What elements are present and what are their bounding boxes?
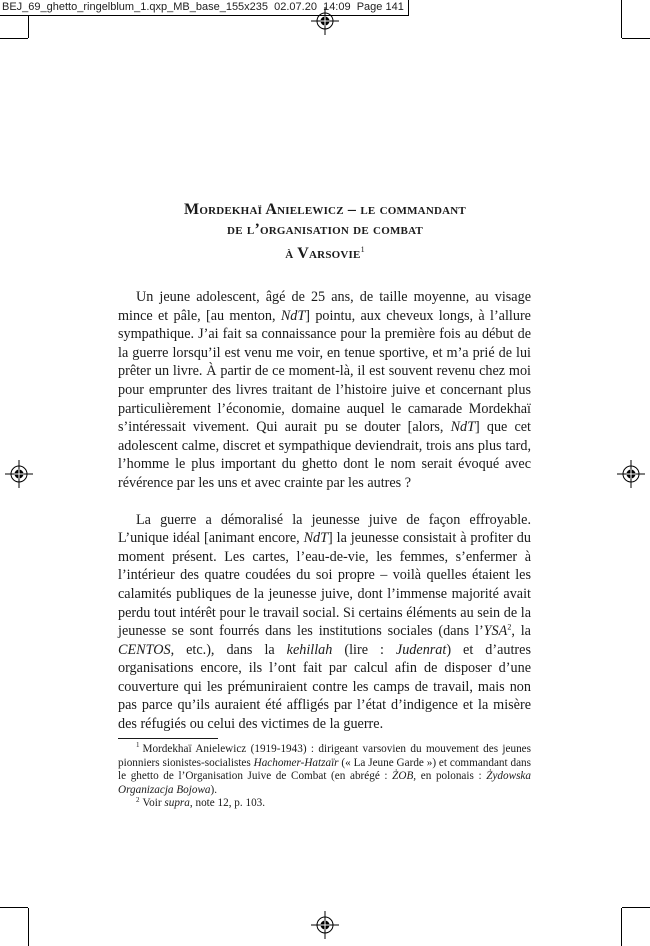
footnote-ref-2: 2 <box>507 622 512 632</box>
chapter-title-line-3 <box>110 240 540 264</box>
fn2-text-a: Voir <box>142 797 165 810</box>
registration-mark-bottom-icon <box>311 911 339 939</box>
p2-text-i: (lire : <box>332 641 396 658</box>
footnote-ref-1: 1 <box>360 245 365 254</box>
p1-ndt-2: NdT <box>450 419 476 436</box>
p1-text-e: ] que cet adolescent calme, discret et sympathique deviendrait, trois ans plus tard, l’homme le plus important du ghetto dont le nom serait évoqué avec révérence par les uns et avec crainte par les autres ? <box>118 419 531 491</box>
p2-text-k: ) et d’autres organisations encore, ils l’ont fait par calcul afin de disposer d’une couverture qui les prémuniraient contre les camps de travail, mais non pas parce qu’ils auraient été affligés par l’état d’indigence et la misère des réfugiés ou celui des victimes de la guerre. <box>118 641 531 733</box>
crop-mark-bottom-left <box>0 907 28 908</box>
fn2-text-c: , note 12, p. 103. <box>189 797 266 810</box>
p1-text-c: ] pointu, aux cheveux longs, à l’allure sympathique. J’ai fait sa connaissance pour la première fois au début de la guerre lorsqu’il est venu me voir, en tenue sportive, et m’a prié de lui prêter un livre. À partir de ce moment-là, il est souvent revenu chez moi pour emprunter des livres traitant de l’histoire juive et concernant plus particulièrement l’économie, domaine auquel le camarade Mordekhaï s’intéressait vivement. Qui aurait pu se douter [alors, <box>118 307 531 436</box>
p2-text-a: La guerre a démoralisé la jeunesse juive de façon effroyable. L’unique idéal [animant encore, <box>118 511 531 547</box>
fn2-supra: supra <box>164 797 190 810</box>
print-slug: BEJ_69_ghetto_ringelblum_1.qxp_MB_base_155x235 02.07.20 14:09 Page 141 <box>0 0 409 16</box>
p2-ndt: NdT <box>303 530 329 547</box>
p2-text-e: , la <box>511 623 531 640</box>
crop-mark-bottom-right-vertical <box>621 908 622 946</box>
p2-kehillah: kehillah <box>286 641 333 658</box>
fn1-text-c: (« La Jeune Garde ») et commandant dans le ghetto de l’Organisation Juive de Combat (en abrégé : <box>118 756 531 783</box>
chapter-title-line-1: Mordekhaï Anielewicz – le commandant <box>184 201 466 218</box>
registration-mark-left-icon <box>5 460 33 488</box>
chapter-title <box>110 200 540 264</box>
crop-mark-top-left-vertical <box>28 16 29 38</box>
fn1-hachomer: Hachomer-Hatzaïr <box>253 756 339 769</box>
p2-judenrat: Judenrat <box>395 641 447 658</box>
fn1-text-e: en polonais : <box>416 770 487 783</box>
body-text <box>118 288 531 734</box>
footnote-1-number: 1 <box>136 741 140 750</box>
registration-mark-right-icon <box>617 460 645 488</box>
p2-text-g: , etc.), dans la <box>170 641 287 658</box>
fn1-text-g: ). <box>210 783 218 796</box>
registration-mark-top-icon <box>311 7 339 35</box>
fn1-text-a: Mordekhaï Anielewicz (1919-1943) : dirigeant varsovien du mouvement des jeunes pionniers sionistes-socialistes <box>118 743 531 769</box>
fn1-zob: ŻOB, <box>392 770 417 783</box>
footnote-2 <box>118 797 531 811</box>
chapter-title-line-2: de l’organisation de combat <box>227 221 423 238</box>
p2-ysa: YSA <box>483 623 508 640</box>
crop-mark-bottom-right <box>622 907 650 908</box>
footnote-2-number: 2 <box>136 795 140 804</box>
chapter-title-line-3-text: à Varsovie <box>285 245 361 262</box>
p2-centos: CENTOS <box>118 641 171 658</box>
fn1-zydowska: Żydowska Organizacja Bojowa <box>118 770 531 796</box>
footnote-separator <box>118 738 218 739</box>
footnotes <box>118 743 531 811</box>
crop-mark-top-left <box>0 38 28 39</box>
p1-text-a: Un jeune adolescent, âgé de 25 ans, de taille moyenne, au visage mince et pâle, [au menton, <box>118 289 531 324</box>
crop-mark-top-right-vertical <box>621 0 622 38</box>
paragraph-2 <box>118 511 531 734</box>
p1-ndt-1: NdT <box>280 307 306 324</box>
footnote-1 <box>118 743 531 797</box>
p2-text-c: ] la jeunesse consistait à profiter du moment présent. Les cartes, l’eau-de-vie, les femmes, s’enfermer à l’intérieur des quatre coudées du soi propre – voilà quelles étaient les calamités publiques de la jeunesse juive, dont l’immense majorité avait perdu tout intérêt pour le travail social. Si certains éléments au sein de la jeunesse se sont fourrés dans les institutions sociales (dans l’ <box>118 530 531 640</box>
crop-mark-bottom-left-vertical <box>28 908 29 946</box>
paragraph-1 <box>118 288 531 493</box>
crop-mark-top-right <box>622 38 650 39</box>
